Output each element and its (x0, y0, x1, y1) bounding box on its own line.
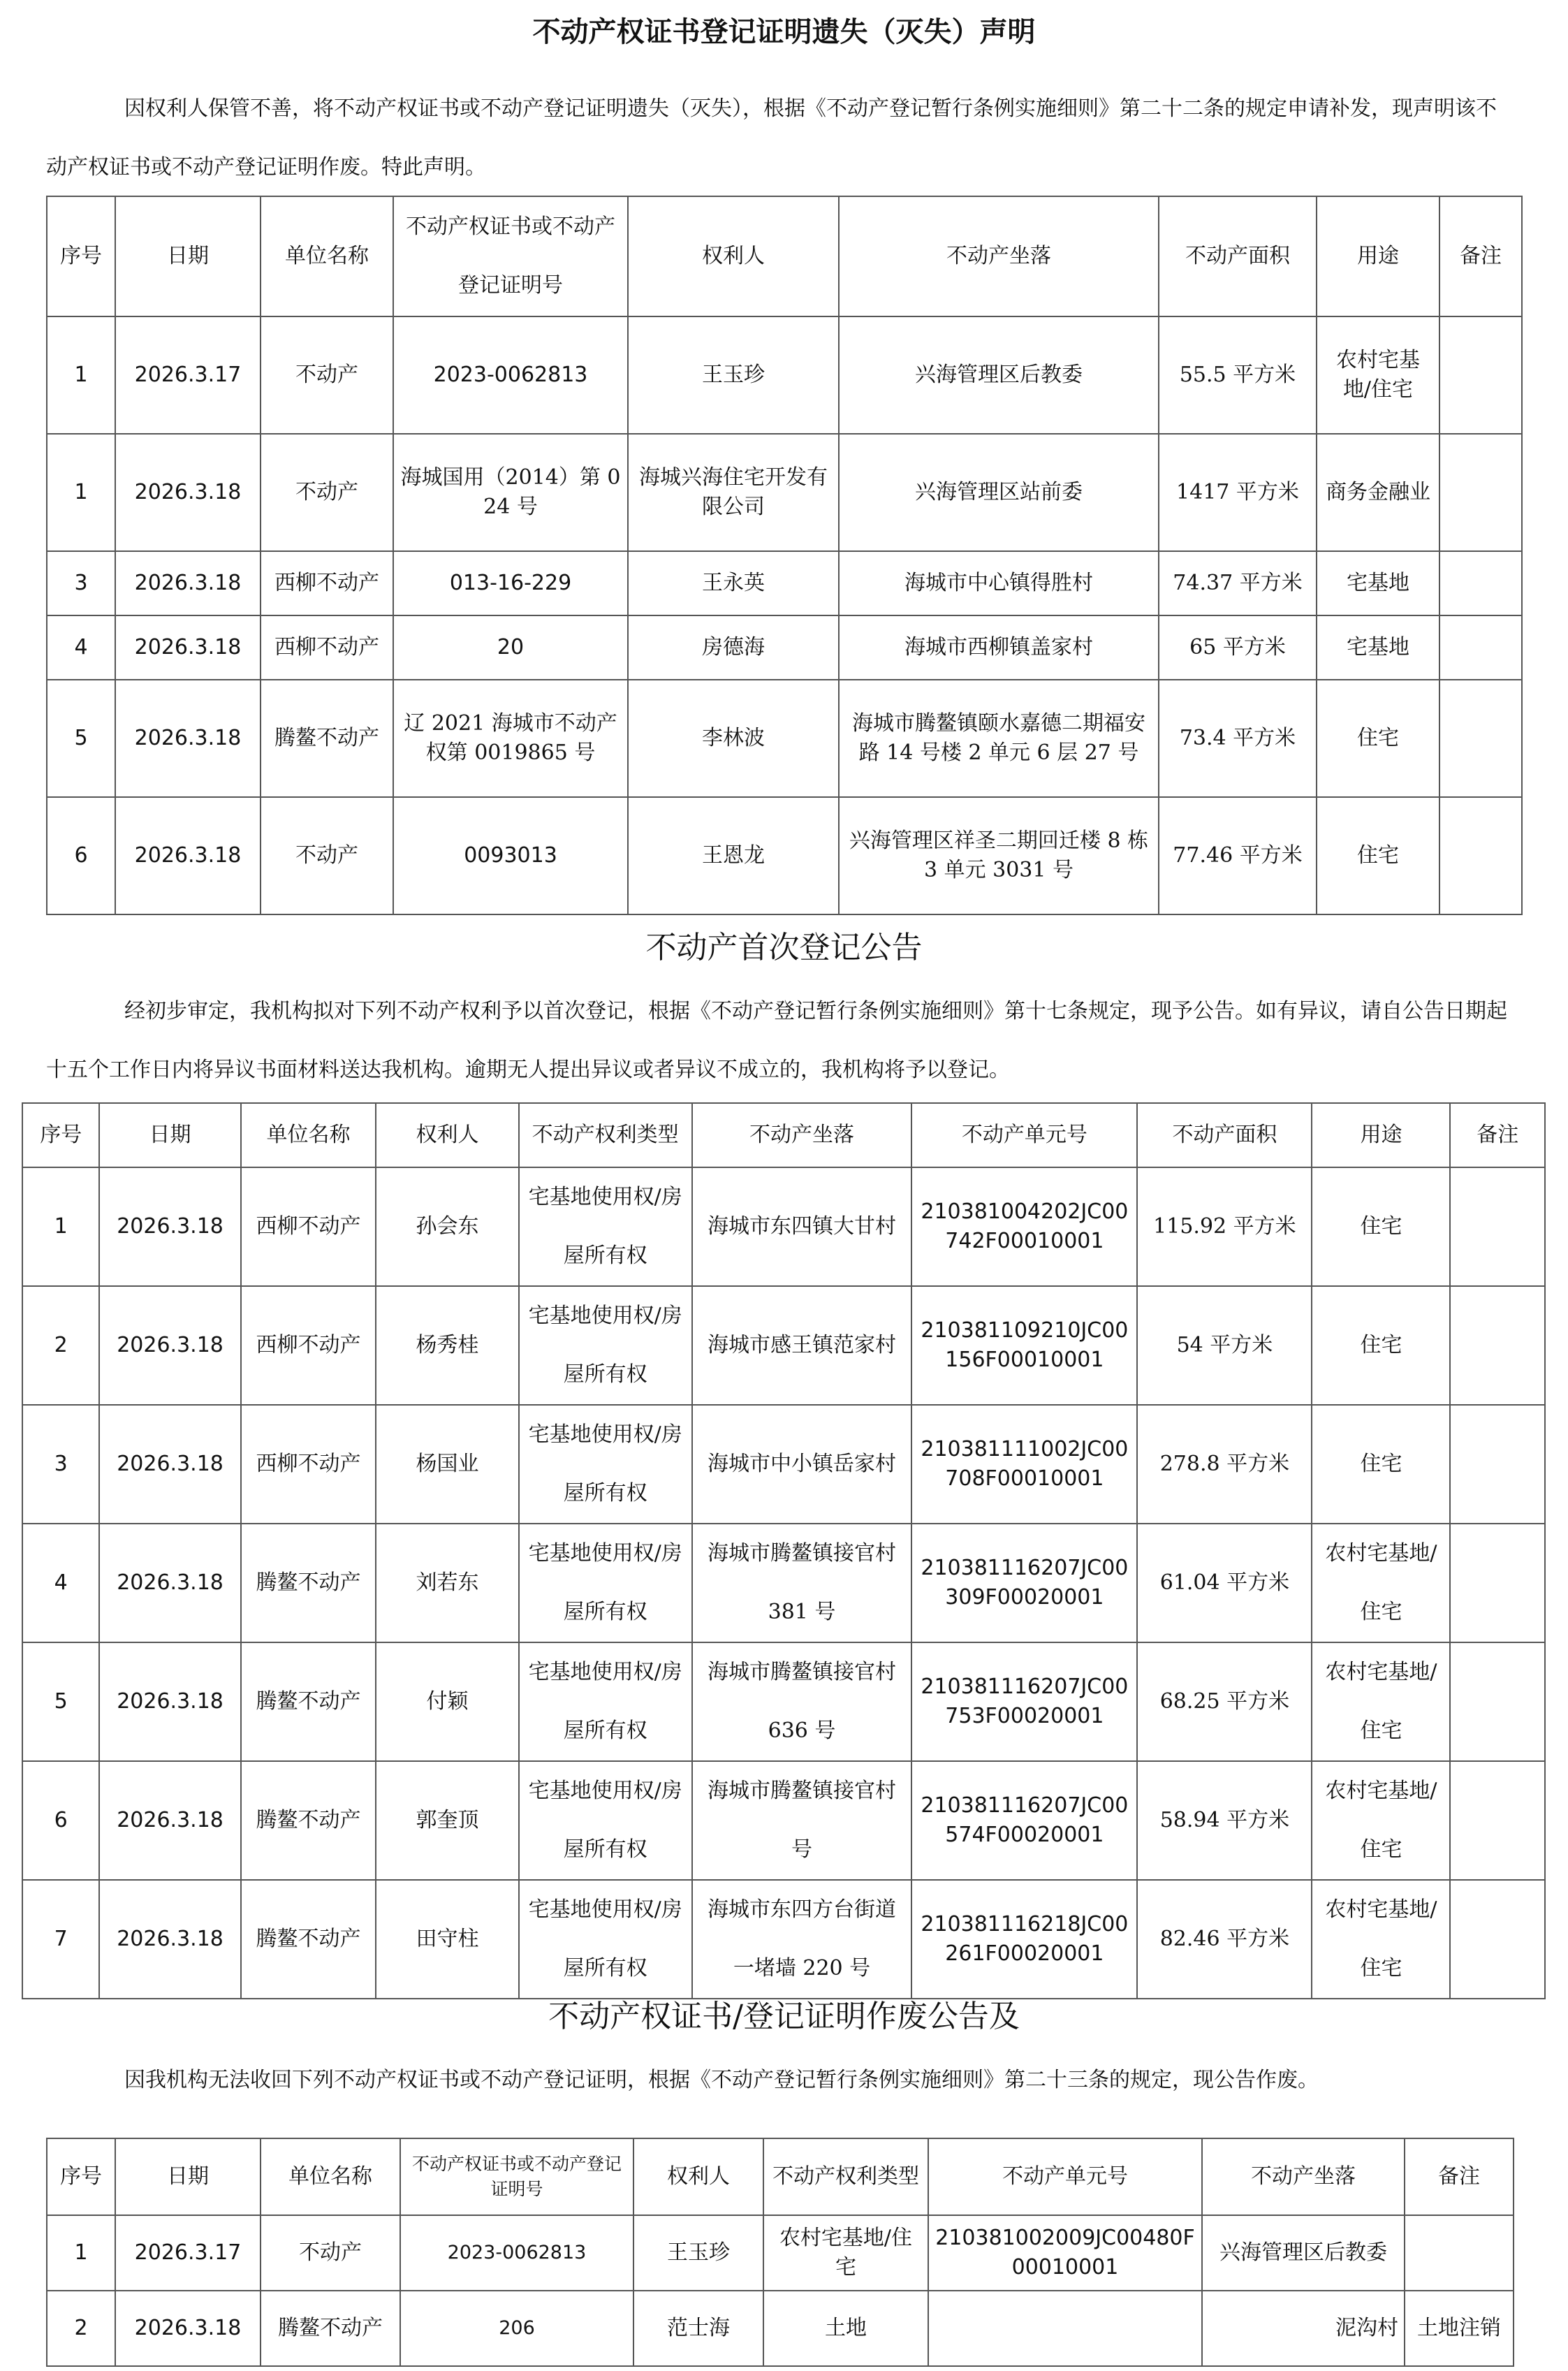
cell-unit-no: 210381109210JC00156F00010001 (911, 1286, 1137, 1405)
first-registration-paragraph: 经初步审定，我机构拟对下列不动产权利予以首次登记，根据《不动产登记暂行条例实施细则》第十七条规定，现予公告。如有异议，请自公告日期起十五个工作日内将异议书面材料送达我机构。逾期无人提出异议或者异议不成立的，我机构将予以登记。 (46, 999, 1507, 1082)
cell-location: 海城市中心镇得胜村 (839, 551, 1159, 615)
cell-area: 58.94 平方米 (1137, 1761, 1312, 1880)
cell-unit: 腾鳌不动产 (241, 1524, 376, 1642)
cell-usage: 农村宅基地/住宅 (1312, 1642, 1450, 1761)
cell-date: 2026.3.18 (115, 615, 261, 680)
cell-unit-no: 210381116207JC00753F00020001 (911, 1642, 1137, 1761)
cell-index: 3 (47, 551, 115, 615)
cell-owner: 海城兴海住宅开发有限公司 (628, 434, 839, 551)
cell-area: 82.46 平方米 (1137, 1880, 1312, 1999)
cell-cert-no: 2023-0062813 (393, 316, 628, 434)
cell-index: 4 (22, 1524, 99, 1642)
cell-index: 3 (22, 1405, 99, 1524)
cell-owner: 范士海 (633, 2291, 763, 2366)
cell-date: 2026.3.18 (99, 1524, 240, 1642)
table-header-row (22, 1103, 1545, 1167)
cell-index: 2 (47, 2291, 115, 2366)
cell-date: 2026.3.18 (99, 1880, 240, 1999)
cell-usage: 农村宅基地/住宅 (1312, 1761, 1450, 1880)
cell-owner: 付颖 (376, 1642, 518, 1761)
table-row (47, 680, 1522, 797)
cell-area: 65 平方米 (1159, 615, 1317, 680)
header-cell: 序号 (47, 2138, 115, 2215)
cell-cert-no: 0093013 (393, 797, 628, 914)
cell-unit: 西柳不动产 (241, 1167, 376, 1286)
cell-right-type: 农村宅基地/住宅 (763, 2215, 928, 2291)
cell-cert-no: 辽 2021 海城市不动产权第 0019865 号 (393, 680, 628, 797)
table-row (22, 1286, 1545, 1405)
cell-date: 2026.3.18 (99, 1405, 240, 1524)
header-cell: 单位名称 (261, 196, 393, 316)
table-header-row (47, 196, 1522, 316)
header-cell: 日期 (115, 196, 261, 316)
header-cell: 不动产面积 (1159, 196, 1317, 316)
cell-usage: 住宅 (1317, 797, 1439, 914)
cell-remark (1450, 1405, 1545, 1524)
void-notice-paragraph: 因我机构无法收回下列不动产权证书或不动产登记证明，根据《不动产登记暂行条例实施细则》第二十三条的规定，现公告作废。 (124, 2068, 1319, 2092)
cell-date: 2026.3.18 (99, 1642, 240, 1761)
cell-remark (1450, 1286, 1545, 1405)
cell-unit: 西柳不动产 (261, 551, 393, 615)
cell-index: 4 (47, 615, 115, 680)
cell-area: 61.04 平方米 (1137, 1524, 1312, 1642)
cell-unit-no: 210381116207JC00309F00020001 (911, 1524, 1137, 1642)
cell-date: 2026.3.18 (99, 1286, 240, 1405)
loss-statement-table (46, 196, 1523, 915)
cell-owner: 刘若东 (376, 1524, 518, 1642)
cell-index: 5 (47, 680, 115, 797)
cell-date: 2026.3.18 (99, 1761, 240, 1880)
cell-right-type: 土地 (763, 2291, 928, 2366)
cell-cert-no: 2023-0062813 (400, 2215, 633, 2291)
table-row (47, 316, 1522, 434)
header-cell: 日期 (99, 1103, 240, 1167)
cell-remark (1450, 1642, 1545, 1761)
cell-right-type: 宅基地使用权/房屋所有权 (519, 1761, 692, 1880)
cell-location: 海城市中小镇岳家村 (692, 1405, 912, 1524)
table-row (22, 1642, 1545, 1761)
cell-right-type: 宅基地使用权/房屋所有权 (519, 1167, 692, 1286)
cell-unit: 腾鳌不动产 (261, 680, 393, 797)
cell-remark (1405, 2215, 1514, 2291)
cell-location: 海城市腾鳌镇接官村号 (692, 1761, 912, 1880)
cell-right-type: 宅基地使用权/房屋所有权 (519, 1286, 692, 1405)
cell-remark (1450, 1167, 1545, 1286)
cell-date: 2026.3.18 (115, 680, 261, 797)
cell-unit: 不动产 (261, 434, 393, 551)
cell-unit-no: 210381116218JC00261F00020001 (911, 1880, 1137, 1999)
header-cell: 权利人 (633, 2138, 763, 2215)
cell-location: 海城市东四镇大甘村 (692, 1167, 912, 1286)
cell-usage: 宅基地 (1317, 551, 1439, 615)
cell-owner: 李林波 (628, 680, 839, 797)
cell-area: 278.8 平方米 (1137, 1405, 1312, 1524)
cell-area: 1417 平方米 (1159, 434, 1317, 551)
cell-index: 1 (22, 1167, 99, 1286)
cell-usage: 住宅 (1312, 1167, 1450, 1286)
header-cell: 日期 (115, 2138, 261, 2215)
cell-right-type: 宅基地使用权/房屋所有权 (519, 1880, 692, 1999)
cell-location: 海城市腾鳌镇接官村 636 号 (692, 1642, 912, 1761)
header-cell: 序号 (22, 1103, 99, 1167)
void-notice-title: 不动产权证书/登记证明作废公告及 (548, 1999, 1020, 2034)
cell-index: 1 (47, 434, 115, 551)
cell-remark (1439, 615, 1522, 680)
cell-index: 5 (22, 1642, 99, 1761)
cell-location: 海城市腾鳌镇颐水嘉德二期福安路 14 号楼 2 单元 6 层 27 号 (839, 680, 1159, 797)
cell-usage: 住宅 (1317, 680, 1439, 797)
header-cell: 不动产坐落 (1202, 2138, 1405, 2215)
cell-owner: 王永英 (628, 551, 839, 615)
table-row (47, 797, 1522, 914)
cell-remark (1450, 1880, 1545, 1999)
cell-location: 海城市东四方台街道一堵墙 220 号 (692, 1880, 912, 1999)
header-cell: 不动产单元号 (928, 2138, 1202, 2215)
cell-location: 兴海管理区祥圣二期回迁楼 8 栋 3 单元 3031 号 (839, 797, 1159, 914)
table-row (47, 2291, 1514, 2366)
cell-location: 海城市腾鳌镇接官村 381 号 (692, 1524, 912, 1642)
cell-remark: 土地注销 (1405, 2291, 1514, 2366)
header-cell: 不动产权利类型 (519, 1103, 692, 1167)
cell-usage: 农村宅基地/住宅 (1317, 316, 1439, 434)
header-cell: 不动产坐落 (692, 1103, 912, 1167)
first-registration-table (22, 1102, 1546, 1999)
cell-owner: 房德海 (628, 615, 839, 680)
cell-date: 2026.3.18 (99, 1167, 240, 1286)
cell-date: 2026.3.18 (115, 2291, 261, 2366)
cell-unit-no: 210381004202JC00742F00010001 (911, 1167, 1137, 1286)
header-cell: 不动产单元号 (911, 1103, 1137, 1167)
cell-owner: 杨国业 (376, 1405, 518, 1524)
cell-location: 兴海管理区后教委 (1202, 2215, 1405, 2291)
cell-area: 77.46 平方米 (1159, 797, 1317, 914)
cell-usage: 农村宅基地/住宅 (1312, 1524, 1450, 1642)
cell-location: 兴海管理区后教委 (839, 316, 1159, 434)
table-row (22, 1405, 1545, 1524)
table-row (22, 1761, 1545, 1880)
cell-area: 55.5 平方米 (1159, 316, 1317, 434)
cell-area: 73.4 平方米 (1159, 680, 1317, 797)
header-cell: 用途 (1312, 1103, 1450, 1167)
table-header-row (47, 2138, 1514, 2215)
cell-right-type: 宅基地使用权/房屋所有权 (519, 1642, 692, 1761)
cell-cert-no: 206 (400, 2291, 633, 2366)
table-row (47, 615, 1522, 680)
cell-index: 6 (47, 797, 115, 914)
header-cell: 单位名称 (261, 2138, 400, 2215)
header-cell: 单位名称 (241, 1103, 376, 1167)
table-row (47, 434, 1522, 551)
header-cell: 备注 (1405, 2138, 1514, 2215)
cell-usage: 农村宅基地/住宅 (1312, 1880, 1450, 1999)
table-row (22, 1167, 1545, 1286)
cell-owner: 王玉珍 (628, 316, 839, 434)
cell-cert-no: 海城国用（2014）第 024 号 (393, 434, 628, 551)
cell-date: 2026.3.18 (115, 434, 261, 551)
cell-remark (1450, 1524, 1545, 1642)
cell-usage: 宅基地 (1317, 615, 1439, 680)
cell-area: 54 平方米 (1137, 1286, 1312, 1405)
cell-unit: 西柳不动产 (241, 1405, 376, 1524)
cell-owner: 王玉珍 (633, 2215, 763, 2291)
cell-usage: 住宅 (1312, 1286, 1450, 1405)
cell-unit: 腾鳌不动产 (241, 1761, 376, 1880)
cell-location: 泥沟村 (1202, 2291, 1405, 2366)
cell-unit: 腾鳌不动产 (261, 2291, 400, 2366)
cell-location: 海城市西柳镇盖家村 (839, 615, 1159, 680)
cell-owner: 孙会东 (376, 1167, 518, 1286)
cell-index: 2 (22, 1286, 99, 1405)
cell-remark (1439, 316, 1522, 434)
cell-usage: 商务金融业 (1317, 434, 1439, 551)
cell-owner: 田守柱 (376, 1880, 518, 1999)
table-row (22, 1880, 1545, 1999)
cell-owner: 杨秀桂 (376, 1286, 518, 1405)
header-cell: 不动产面积 (1137, 1103, 1312, 1167)
cell-remark (1450, 1761, 1545, 1880)
header-cell: 不动产权证书或不动产登记证明号 (400, 2138, 633, 2215)
cell-area: 115.92 平方米 (1137, 1167, 1312, 1286)
cell-owner: 郭奎顶 (376, 1761, 518, 1880)
cell-unit-no (928, 2291, 1202, 2366)
table-row (47, 551, 1522, 615)
cell-remark (1439, 434, 1522, 551)
cell-usage: 住宅 (1312, 1405, 1450, 1524)
cell-unit: 腾鳌不动产 (241, 1642, 376, 1761)
loss-statement-title: 不动产权证书登记证明遗失（灭失）声明 (532, 15, 1036, 48)
cell-location: 海城市感王镇范家村 (692, 1286, 912, 1405)
header-cell: 权利人 (376, 1103, 518, 1167)
cell-right-type: 宅基地使用权/房屋所有权 (519, 1524, 692, 1642)
cell-cert-no: 20 (393, 615, 628, 680)
cell-index: 7 (22, 1880, 99, 1999)
cell-unit-no: 210381111002JC00708F00010001 (911, 1405, 1137, 1524)
cell-unit: 不动产 (261, 2215, 400, 2291)
cell-unit-no: 210381002009JC00480F00010001 (928, 2215, 1202, 2291)
cell-index: 1 (47, 2215, 115, 2291)
void-notice-table (46, 2138, 1514, 2367)
header-cell: 备注 (1450, 1103, 1545, 1167)
header-cell: 序号 (47, 196, 115, 316)
cell-unit: 西柳不动产 (261, 615, 393, 680)
header-cell: 不动产权证书或不动产登记证明号 (393, 196, 628, 316)
cell-date: 2026.3.17 (115, 316, 261, 434)
cell-index: 1 (47, 316, 115, 434)
cell-date: 2026.3.18 (115, 797, 261, 914)
cell-area: 68.25 平方米 (1137, 1642, 1312, 1761)
cell-cert-no: 013-16-229 (393, 551, 628, 615)
cell-unit: 不动产 (261, 316, 393, 434)
cell-remark (1439, 680, 1522, 797)
cell-date: 2026.3.18 (115, 551, 261, 615)
header-cell: 用途 (1317, 196, 1439, 316)
table-row (22, 1524, 1545, 1642)
cell-remark (1439, 797, 1522, 914)
cell-owner: 王恩龙 (628, 797, 839, 914)
cell-unit: 西柳不动产 (241, 1286, 376, 1405)
cell-date: 2026.3.17 (115, 2215, 261, 2291)
first-registration-title: 不动产首次登记公告 (645, 930, 923, 965)
cell-unit: 不动产 (261, 797, 393, 914)
cell-location: 兴海管理区站前委 (839, 434, 1159, 551)
loss-statement-paragraph: 因权利人保管不善，将不动产权证书或不动产登记证明遗失（灭失），根据《不动产登记暂行条例实施细则》第二十二条的规定申请补发，现声明该不动产权证书或不动产登记证明作废。特此声明。 (46, 96, 1497, 180)
header-cell: 不动产坐落 (839, 196, 1159, 316)
cell-remark (1439, 551, 1522, 615)
cell-unit: 腾鳌不动产 (241, 1880, 376, 1999)
header-cell: 备注 (1439, 196, 1522, 316)
cell-index: 6 (22, 1761, 99, 1880)
header-cell: 不动产权利类型 (763, 2138, 928, 2215)
cell-area: 74.37 平方米 (1159, 551, 1317, 615)
cell-unit-no: 210381116207JC00574F00020001 (911, 1761, 1137, 1880)
cell-right-type: 宅基地使用权/房屋所有权 (519, 1405, 692, 1524)
table-row (47, 2215, 1514, 2291)
header-cell: 权利人 (628, 196, 839, 316)
